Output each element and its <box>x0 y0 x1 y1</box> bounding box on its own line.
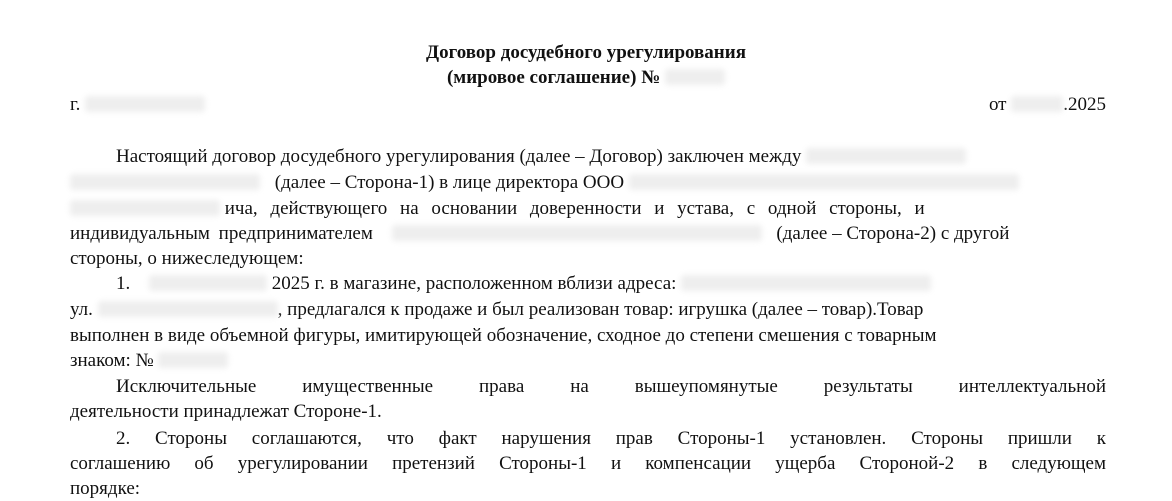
date-suffix: .2025 <box>1063 94 1106 115</box>
body-text: знаком: № <box>70 350 154 371</box>
redacted-date <box>1011 96 1063 112</box>
redacted-company <box>629 174 1019 190</box>
document-subtitle <box>0 66 1172 90</box>
redacted-date-2 <box>149 275 267 291</box>
body-line-11: деятельности принадлежат Стороне-1. <box>70 401 382 422</box>
body-text: , предлагался к продаже и был реализован товар: игрушка (далее – товар).Товар <box>277 299 924 320</box>
body-text: (далее – Сторона-1) в лице директора ООО <box>274 172 625 193</box>
redacted-address <box>681 275 931 291</box>
body-line-8: выполнен в виде объемной фигуры, имитирующей обозначение, сходное до степени смешения с товарным <box>70 325 937 346</box>
body-line-13: соглашению об урегулировании претензий Стороны-1 и компенсации ущерба Стороной-2 в следующем <box>70 453 1106 474</box>
body-line-4 <box>70 222 1106 246</box>
redacted-trademark-number <box>158 352 228 368</box>
body-text: индивидуальным предпринимателем <box>70 223 373 244</box>
body-text: Настоящий договор досудебного урегулирования (далее – Договор) заключен между <box>116 146 802 167</box>
body-line-10: Исключительные имущественные права на вышеупомянутые результаты интеллектуальной <box>116 376 1106 397</box>
item-number: 1. <box>116 273 131 294</box>
body-line-3 <box>70 197 1106 221</box>
redacted-street <box>98 301 278 317</box>
redacted-director-name <box>70 200 220 216</box>
body-line-6 <box>116 272 1106 296</box>
body-text: ича, действующего на основании доверенности и устава, с одной стороны, и <box>224 198 925 219</box>
place-line <box>70 93 1106 117</box>
body-line-2 <box>70 171 1106 195</box>
body-text: (далее – Сторона-2) с другой <box>776 223 1010 244</box>
subtitle-text: (мировое соглашение) № <box>446 67 661 88</box>
date-line <box>989 93 1106 117</box>
redacted-number <box>665 69 725 85</box>
document-title: Договор досудебного урегулирования <box>426 42 746 63</box>
date-prefix: от <box>988 94 1007 115</box>
redacted-entrepreneur <box>392 225 762 241</box>
body-line-9 <box>70 349 1106 373</box>
redacted-party1-name <box>806 148 966 164</box>
body-text: ул. <box>70 299 93 320</box>
body-line-14: порядке: <box>70 478 141 499</box>
body-line-12: 2. Стороны соглашаются, что факт нарушения прав Стороны-1 установлен. Стороны пришли к <box>116 428 1106 449</box>
body-line-1 <box>116 145 1106 169</box>
place-label: г. <box>70 94 81 115</box>
redacted-party1-name-cont <box>70 174 260 190</box>
body-line-7 <box>70 298 1106 322</box>
body-text: 2025 г. в магазине, расположенном вблизи адреса: <box>271 273 677 294</box>
body-line-5: стороны, о нижеследующем: <box>70 248 304 269</box>
redacted-city <box>85 96 205 112</box>
